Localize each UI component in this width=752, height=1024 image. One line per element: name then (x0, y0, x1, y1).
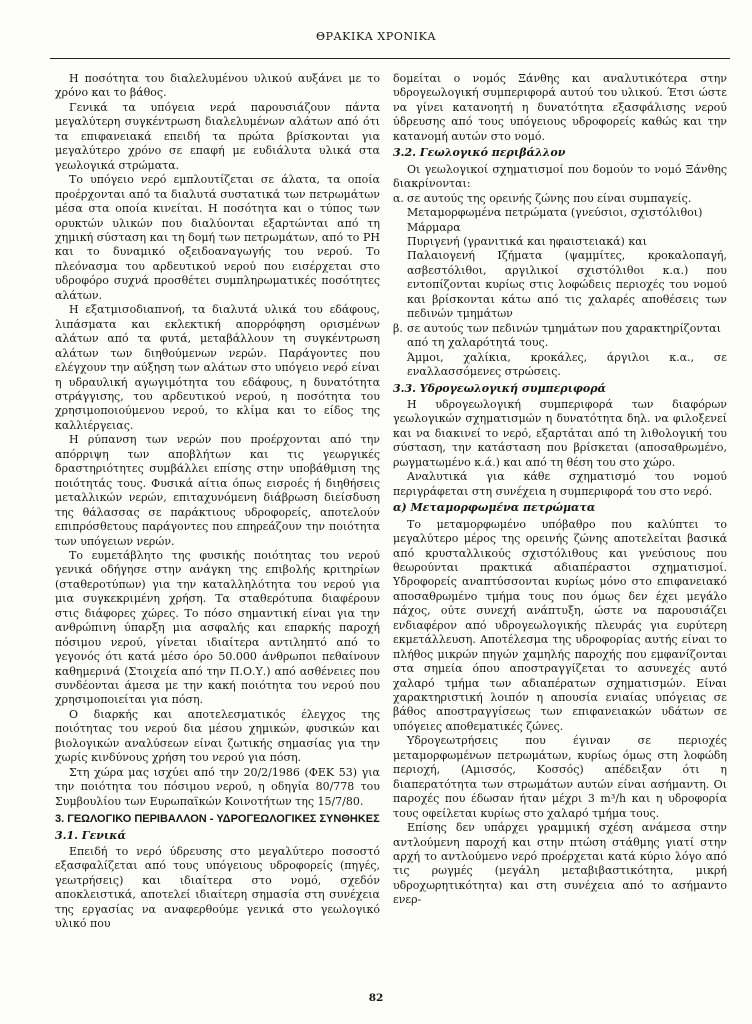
list-item (393, 192, 727, 206)
list-item (393, 322, 727, 351)
paragraph: Η ποσότητα του διαλελυμένου υλικού αυξάνει με το χρόνο και το βάθος. (55, 72, 380, 100)
paragraph: Επειδή το νερό ύδρευσης στο μεγαλύτερο ποσοστό εξασφαλίζεται από τους υπόγειους υδροφορείς (πηγές, γεωτρήσεις) και ιδιαίτερα στο νομό, σχεδόν αποκλειστικά, αποτελεί ιδιαίτερη σημασία στη συνέχεια της εργασίας να αναφερθούμε γενικά στο γεωλογικό υλικό που (55, 845, 380, 931)
paragraph: Η εξατμισοδιαπνοή, τα διαλυτά υλικά του εδάφους, λιπάσματα και εκλεκτική απορρόφηση ορισμένων αλάτων από τα φυτά, μεταβάλλουν τη συγκέντρωση αλάτων των διηθούμενων νερών. Παράγοντες που ελέγχουν την αύξηση των αλάτων στο υπόγειο νερό είναι η υδραυλική αγωγιμότητα του εδάφους, η δυνατότητα στράγγισης, του αρδευτικού νερού, η ποσότητα του χρησιμοποιούμενου νερού, το κλίμα και το είδος της καλλιέργειας. (55, 303, 380, 432)
paragraph: Το μεταμορφωμένο υπόβαθρο που καλύπτει το μεγαλύτερο μέρος της ορεινής ζώνης αποτελείται βασικά από κρυσταλλικούς σχιστόλιθους και γνεύσιους που θεωρούνται πρακτικά αδιαπέραστοι σχηματισμοί. Υδροφορείς αναπτύσσονται κυρίως μόνο στο επιφανειακό αποσαθρωμένο τμήμα τους που όμως δεν έχει μεγάλο πάχος, ούτε συνεχή ανάπτυξη, ώστε να παρουσιάζει ενδιαφέρον από υδρογεωλογικής πλευράς για ευρύτερη εκμετάλλευση. Αποτέλεσμα της υδροφορίας αυτής είναι το πλήθος μικρών πηγών χαμηλής παροχής που εμφανίζονται στα σημεία όπου αποστραγγίζεται το ασυνεχές αυτό χαλαρό τμήμα των αδιαπέρατων σχηματισμών. Είναι χαρακτηριστική λοιπόν η απουσία ενιαίας υπόγειας σε βάθος αποστραγγίσεως των επιφανειακών υδάτων σε υπόγειες αποθεματικές ζώνες. (393, 517, 727, 733)
paragraph: Το υπόγειο νερό εμπλουτίζεται σε άλατα, τα οποία προέρχονται από τα διαλυτά συστατικά των πετρωμάτων μέσα στα οποία κινείται. Η ποσότητα και ο τύπος των ορυκτών υλικών που διαλύονται εξαρτώνται από τη χημική σύσταση και τη δομή των πετρωμάτων, από το PH και το δυναμικό οξειδοαναγωγής του νερού. Το πλεόνασμα του αρδευτικού νερού που εισέρχεται στο υδροφόρο συχνά προσθέτει συμπληρωματικές ποσότητες αλάτων. (55, 173, 380, 302)
section-heading: 3. ΓΕΩΛΟΓΙΚΟ ΠΕΡΙΒΑΛΛΟΝ - ΥΔΡΟΓΕΩΛΟΓΙΚΕΣ ΣΥΝΘΗΚΕΣ (55, 813, 380, 826)
running-header: ΘΡΑΚΙΚΑ ΧΡΟΝΙΚΑ (316, 30, 436, 43)
page-number: 82 (368, 992, 384, 1004)
subsection-heading: 3.2. Γεωλογικό περιβάλλον (393, 146, 566, 160)
paragraph: Στη χώρα μας ισχύει από την 20/2/1986 (ΦΕΚ 53) για την ποιότητα του πόσιμου νερού, η οδηγία 80/778 του Συμβουλίου των Ευρωπαϊκών Κοινοτήτων της 15/7/80. (55, 765, 380, 808)
paragraph: Επίσης δεν υπάρχει γραμμική σχέση ανάμεσα στην αντλούμενη παροχή και στην πτώση στάθμης γιατί στην αρχή το αντλούμενο νερό προέρχεται κατά κύριο λόγο από τις ρωγμές (μεγάλη μεταβιβαστικότητα, μικρή υδροχωρητικότητα) και στη συνέχεια από το ασήμαντο ενερ- (393, 821, 727, 907)
list-subitem: Μεταμορφωμένα πετρώματα (γνεύσιοι, σχιστόλιθοι) (407, 206, 703, 220)
list-text: σε αυτούς της ορεινής ζώνης που είναι συμπαγείς. (407, 191, 692, 205)
list-marker: β. (393, 321, 403, 335)
list-subitem: Άμμοι, χαλίκια, κροκάλες, άργιλοι κ.α., σε εναλλασσόμενες στρώσεις. (407, 350, 727, 379)
subsection-heading: α) Μεταμορφωμένα πετρώματα (393, 501, 596, 515)
list-subitem: Πυριγενή (γρανιτικά και ηφαιστειακά) και (407, 234, 647, 248)
subsection-heading: 3.3. Υδρογεωλογική συμπεριφορά (393, 381, 607, 395)
list-text: σε αυτούς των πεδινών τμημάτων που χαρακτηρίζονται από τη χαλαρότητά τους. (407, 321, 721, 350)
paragraph: Η υδρογεωλογική συμπεριφορά των διαφόρων γεωλογικών σχηματισμών η δυνατότητα δηλ. να φιλοξενεί και να διακινεί το νερό, εξαρτάται από τη λιθολογική του σύσταση, την κατάσταση που βρίσκεται (αποσαθρωμένο, ρωγματωμένο κ.ά.) και από τη θέση του στο χώρο. (393, 397, 727, 469)
paragraph: Η ρύπανση των νερών που προέρχονται από την απόρριψη των αποβλήτων και τις γεωργικές δραστηριότητες συμβάλλει επίσης στην υποβάθμιση της ποιότητάς τους. Φυσικά αίτια όπως εισροές ή διηθήσεις μεταλλικών νερών, επιταχυνόμενη διάβρωση διείσδυση της θάλασσας σε παράκτιους υδροφορείς, αποτελούν επιπρόσθετους παράγοντες που επηρεάζουν την ποιότητα των υπόγειων νερών. (55, 433, 380, 548)
header-rule (50, 58, 730, 59)
paragraph: Υδρογεωτρήσεις που έγιναν σε περιοχές μεταμορφωμένων πετρωμάτων, κυρίως όμως στη λοφώδη περιοχή, (Αμισσός, Κοσσός) απέδειξαν ότι η διαπερατότητα των στρωμάτων αυτών είναι ασήμαντη. Οι παροχές που έδωσαν ήταν μέχρι 3 m³/h και η υδροφορία τους οφείλεται κυρίως στο χαλαρό τμήμα τους. (393, 734, 727, 820)
list-subitem: Παλαιογενή Ιζήματα (ψαμμίτες, κροκαλοπαγή, ασβεστόλιθοι, αργιλικοί σχιστόλιθοι κ.α.) που εντοπίζονται κυρίως στις λοφώδεις περιοχές του νομού και βρίσκονται κάτω από τις χαλαρές αποθέσεις των πεδινών τμημάτων (407, 249, 727, 321)
left-column (55, 72, 380, 932)
right-column (393, 72, 727, 908)
list-marker: α. (393, 191, 404, 205)
paragraph: Το ευμετάβλητο της φυσικής ποιότητας του νερού γενικά οδήγησε στην ανάγκη της επιβολής κριτηρίων (σταθεροτύπων) για την καταλληλότητα του νερού για μια συγκεκριμένη χρήση. Τα σταθερότυπα διαφέρουν στις διάφορες χώρες. Το πόσο σημαντική είναι για την ανθρώπινη ύπαρξη μια ασφαλής και επαρκής παροχή πόσιμου νερού, γίνεται ιδιαίτερα αντιληπτό από το γεγονός ότι κατά μέσο όρο 50.000 άνθρωποι πεθαίνουν καθημερινά (Στοιχεία από την Π.Ο.Υ.) από ασθένειες που συνδέονται άμεσα με την κακή ποιότητα του νερού που χρησιμοποιείται για πόση. (55, 548, 380, 707)
paragraph: δομείται ο νομός Ξάνθης και αναλυτικότερα στην υδρογεωλογική συμπεριφορά αυτού του υλικού. Έτσι ώστε να γίνει κατανοητή η δυνατότητα εξασφάλισης νερού ύδρευσης από τους υπόγειους υδροφορείς καθώς και την κατανομή αυτών στο νομό. (393, 72, 727, 143)
paragraph: Οι γεωλογικοί σχηματισμοί που δομούν το νομό Ξάνθης διακρίνονται: (393, 162, 727, 191)
paragraph: Ο διαρκής και αποτελεσματικός έλεγχος της ποιότητας του νερού δια μέσου χημικών, φυσικών και βιολογικών αναλύσεων είναι ζωτικής σημασίας για την χωρίς κινδύνους χρήση του νερού για πόση. (55, 707, 380, 765)
paragraph: Αναλυτικά για κάθε σχηματισμό του νομού περιγράφεται στη συνέχεια η συμπεριφορά του στο νερό. (393, 470, 727, 498)
list-subitem: Μάρμαρα (407, 220, 461, 234)
paragraph: Γενικά τα υπόγεια νερά παρουσιάζουν πάντα μεγαλύτερη συγκέντρωση διαλελυμένων αλάτων από ότι τα επιφανειακά επειδή τα πρώτα βρίσκονται για μεγαλύτερο χρόνο σε επαφή με ευδιάλυτα υλικά στα γεωλογικά στρώματα. (55, 100, 380, 172)
subsection-heading: 3.1. Γενικά (55, 828, 126, 842)
